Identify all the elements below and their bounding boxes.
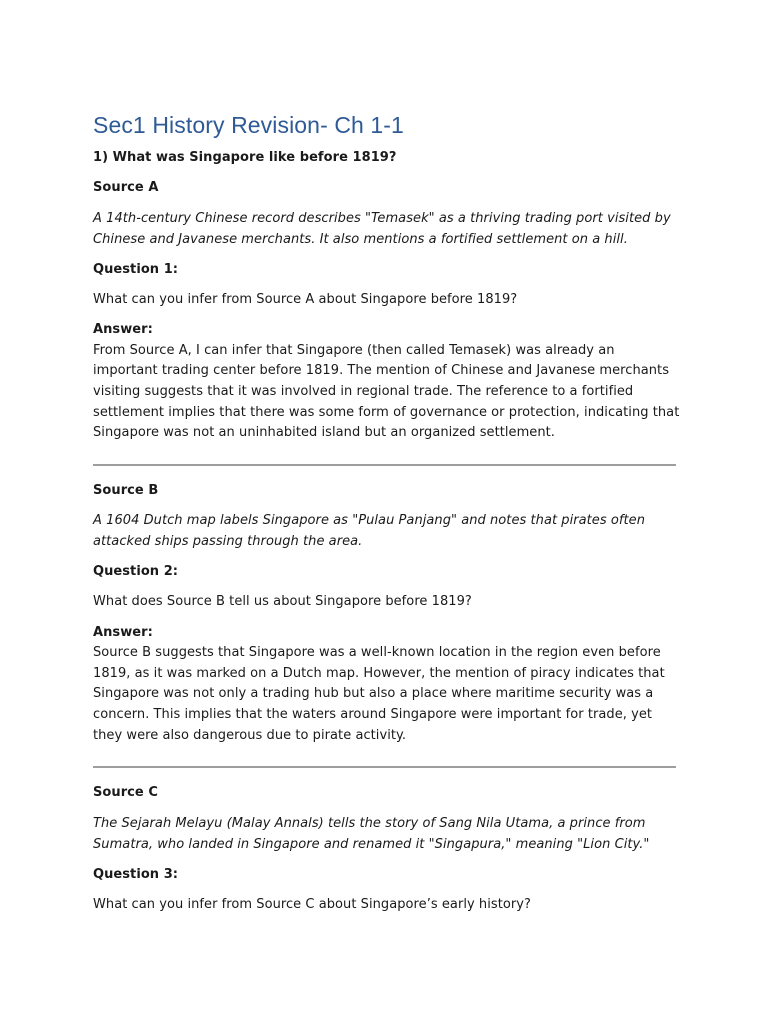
answer-label: Answer: xyxy=(93,624,153,640)
source-label: Source A xyxy=(93,180,159,196)
answer-text: From Source A, I can infer that Singapore (then called Temasek) was already an important trading center before 1819. The mention of Chinese and Javanese merchants visiting suggests that it was involved in regional trade. The reference to a fortified settlement implies that there was some form of governance or protection, indicating that Singapore was not an uninhabited island but an organized settlement. xyxy=(93,342,680,441)
section-source-a xyxy=(93,178,683,444)
question-text: What can you infer from Source C about Singapore’s early history? xyxy=(93,896,531,912)
page-title: Sec1 History Revision- Ch 1-1 xyxy=(93,112,404,138)
source-text: A 1604 Dutch map labels Singapore as "Pulau Panjang" and notes that pirates often attacked ships passing through the area. xyxy=(93,513,645,550)
question-label: Question 3: xyxy=(93,866,179,882)
question-label: Question 1: xyxy=(93,261,179,277)
source-text: A 14th-century Chinese record describes "Temasek" as a thriving trading port visited by Chinese and Javanese merchants. It also mentions a fortified settlement on a hill. xyxy=(93,210,671,247)
section-source-c xyxy=(93,783,683,915)
question-label: Question 2: xyxy=(93,564,179,580)
section-divider xyxy=(93,464,676,466)
source-text: The Sejarah Melayu (Malay Annals) tells the story of Sang Nila Utama, a prince from Sumatra, who landed in Singapore and renamed it "Singapura," meaning "Lion City." xyxy=(93,815,650,852)
source-label: Source B xyxy=(93,482,159,498)
section-source-b xyxy=(93,481,683,747)
section-divider xyxy=(93,766,676,768)
answer-label: Answer: xyxy=(93,322,153,338)
question-text: What can you infer from Source A about Singapore before 1819? xyxy=(93,291,518,307)
source-label: Source C xyxy=(93,785,158,801)
document-page xyxy=(93,108,683,916)
question-text: What does Source B tell us about Singapore before 1819? xyxy=(93,594,472,610)
answer-text: Source B suggests that Singapore was a well-known location in the region even before 1819, as it was marked on a Dutch map. However, the mention of piracy indicates that Singapore was not only a trading hub but also a place where maritime security was a concern. This implies that the waters around Singapore were important for trade, yet they were also dangerous due to pirate activity. xyxy=(93,645,665,743)
main-question: 1) What was Singapore like before 1819? xyxy=(93,150,397,165)
